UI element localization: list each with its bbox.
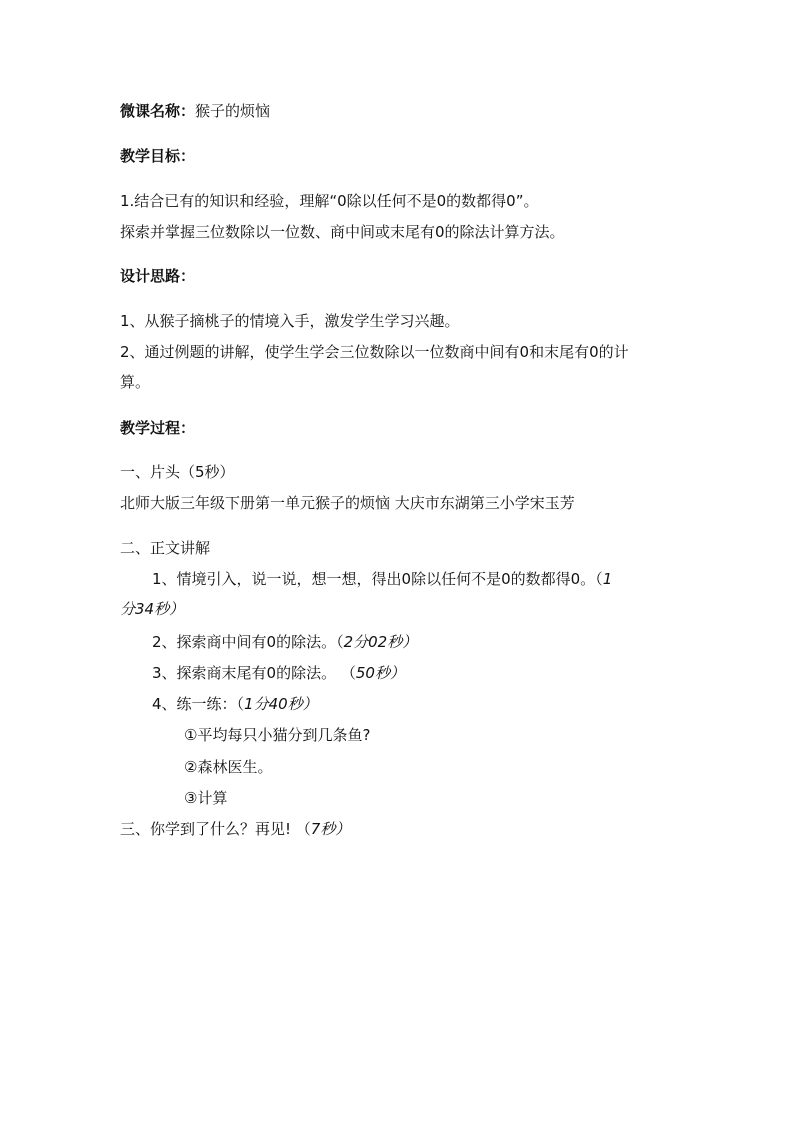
course-title-value: 猴子的烦恼: [195, 102, 271, 120]
step-4: [152, 694, 712, 714]
step-3-text: 3、探索商末尾有0的除法。 （: [152, 664, 356, 682]
step-4-time: 1分40秒）: [244, 695, 318, 713]
objective-line-1: 1.结合已有的知识和经验，理解“0除以任何不是0的数都得0”。: [120, 192, 539, 210]
practice-item-1: ①平均每只小猫分到几条鱼?: [184, 726, 371, 744]
step-3-time: 50秒）: [355, 664, 405, 682]
design-item-1: 1、从猴子摘桃子的情境入手，激发学生学习兴趣。: [120, 312, 460, 330]
practice-item-2: ②森林医生。: [184, 758, 273, 776]
design-heading: 设计思路：: [120, 267, 196, 285]
step-2-time: 2分02秒）: [343, 633, 418, 651]
step-1-line-1: [152, 569, 712, 589]
objectives-heading: 教学目标：: [120, 147, 196, 165]
practice-item-3: ③计算: [184, 789, 228, 807]
part-3-time: 7秒）: [310, 820, 351, 838]
step-1-time-b: 分34秒）: [120, 600, 185, 618]
process-heading: 教学过程：: [120, 419, 196, 437]
design-item-2-line-2: 算。: [120, 373, 151, 391]
objective-line-2: 探索并掌握三位数除以一位数、商中间或末尾有0的除法计算方法。: [120, 223, 565, 241]
part-3-text: 三、你学到了什么？再见! （: [120, 820, 311, 838]
part-3: [120, 819, 680, 839]
step-4-text: 4、练一练：（: [152, 695, 245, 713]
step-2-text: 2、探索商中间有0的除法。（: [152, 633, 344, 651]
step-3: [152, 663, 712, 683]
design-item-2-line-1: 2、通过例题的讲解，使学生学会三位数除以一位数商中间有0和末尾有0的计: [120, 343, 629, 361]
part-2-label: 二、正文讲解: [120, 539, 211, 557]
course-title: [120, 101, 680, 121]
step-2: [152, 632, 712, 652]
step-1-text: 1、情境引入，说一说，想一想，得出0除以任何不是0的数都得0。（: [152, 570, 603, 588]
course-title-label: 微课名称：: [120, 102, 196, 120]
part-1-detail: 北师大版三年级下册第一单元猴子的烦恼 大庆市东湖第三小学宋玉芳: [120, 494, 575, 512]
step-1-time-a: 1: [602, 570, 613, 588]
part-1-label: 一、片头（5秒）: [120, 463, 235, 481]
